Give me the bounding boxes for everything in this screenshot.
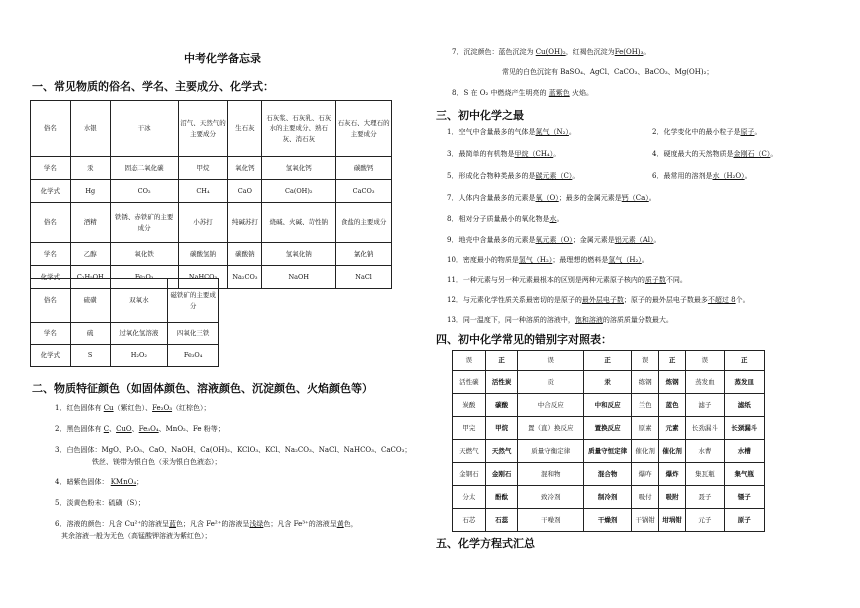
names-table-cell: Hg [70, 180, 110, 203]
typo-table-cell: 甲完 [453, 417, 486, 440]
typo-table-cell: 石芯 [453, 509, 486, 532]
section-1-heading: 一、常见物质的俗名、学名、主要成分、化学式： [32, 80, 274, 93]
section-2-heading: 二、物质特征颜色（如固体颜色、溶液颜色、沉淀颜色、火焰颜色等） [32, 382, 373, 395]
typo-table-cell: 干噪剂 [518, 509, 584, 532]
typo-table-cell: 汞 [584, 371, 632, 394]
typo-table-cell: 金钢石 [453, 463, 486, 486]
names-table-cell: 石灰石、大理石的主要成分 [336, 101, 392, 157]
typo-table-cell: 蒸发血 [686, 371, 724, 394]
names-table-extra-row [31, 323, 219, 345]
names-table-cell: 酒精 [70, 203, 110, 243]
names-table [30, 100, 392, 289]
names-table-cell: 小苏打 [178, 203, 228, 243]
typo-table-cell: 中合反应 [518, 394, 584, 417]
typo-table-cell: 爆咋 [632, 463, 659, 486]
superlative-item: 6．最常用的溶剂是水（H₂O）。 [652, 172, 752, 180]
typo-table-cell: 碳酸 [485, 394, 518, 417]
superlative-item: 11．一种元素与另一种元素最根本的区别是两种元素原子核内的质子数不同。 [447, 276, 687, 284]
typo-table-cell: 置（直）换反应 [518, 417, 584, 440]
names-table-extra [30, 278, 219, 367]
typo-table-cell: 甲烷 [485, 417, 518, 440]
names-table-cell: 干冰 [110, 101, 178, 157]
typo-table-header-cell: 误 [632, 351, 659, 371]
superlative-item: 8．相对分子质量最小的氧化物是水。 [447, 215, 564, 223]
superlative-item: 10．密度最小的物质是氢气（H₂）；最理想的燃料是氢气（H₂）。 [447, 256, 649, 264]
names-table-cell: C₂H₅OH [70, 266, 110, 289]
superlative-item: 12．与元素化学性质关系最密切的是原子的最外层电子数；原子的最外层电子数最多不超过 8个。 [447, 296, 750, 304]
color-line-3b: 铁丝、镁带为银白色（汞为银白色液态）； [92, 458, 222, 466]
typo-table-cell: 集瓦瓶 [686, 463, 724, 486]
names-table-cell: 学名 [31, 243, 71, 266]
section-4-heading: 四、初中化学常见的错别字对照表： [436, 333, 612, 346]
superlative-item: 1．空气中含量最多的气体是氮气（N₂）。 [447, 128, 576, 136]
typo-table-cell: 蒸发皿 [724, 371, 764, 394]
typo-table-cell: 中和反应 [584, 394, 632, 417]
names-table-cell: 俗名 [31, 203, 71, 243]
typo-table-cell: 长劲漏斗 [686, 417, 724, 440]
color-line-3: 3．白色固体：MgO、P₂O₅、CaO、NaOH、Ca(OH)₂、KClO₃、KCl、Na₂CO₃、NaCl、NaHCO₃、CaCO₃； [55, 446, 412, 454]
typo-table-header-cell: 正 [485, 351, 518, 371]
typo-table [452, 350, 765, 532]
typo-table-cell: 催化剂 [659, 440, 686, 463]
typo-table-header-cell: 误 [686, 351, 724, 371]
section-5-heading: 五、化学方程式汇总 [436, 537, 535, 550]
color-line-4: 4．暗紫色固体： KMnO₄； [55, 478, 144, 486]
color-line-5: 5．淡黄色粉末：硫磺（S）； [55, 499, 145, 507]
typo-table-cell: 滤子 [686, 394, 724, 417]
superlative-item: 7．人体内含量最多的元素是氧（O）；最多的金属元素是钙（Ca）。 [447, 194, 656, 202]
typo-table-cell: 吸付 [632, 486, 659, 509]
typo-table-cell: 原子 [724, 509, 764, 532]
color-line-6: 6．溶液的颜色：凡含 Cu²⁺的溶液呈蓝色；凡含 Fe²⁺的溶液呈浅绿色；凡含 Fe³⁺的溶液呈黄色， [55, 520, 358, 528]
typo-table-cell: 贡 [518, 371, 584, 394]
typo-table-cell: 蓝色 [659, 394, 686, 417]
names-table-cell: NaHCO₃ [178, 266, 228, 289]
typo-table-header-cell: 误 [453, 351, 486, 371]
names-table-row [31, 101, 392, 157]
color-line-8: 8．S 在 O₂ 中燃烧产生明亮的 蓝紫色 火焰。 [452, 89, 593, 97]
typo-table-cell: 干锅钳 [632, 509, 659, 532]
typo-table-cell: 分太 [453, 486, 486, 509]
typo-table-cell: 炭酸 [453, 394, 486, 417]
names-table-extra-cell: 过氧化氢溶液 [110, 323, 168, 345]
names-table-cell: 氢氧化钠 [262, 243, 336, 266]
color-line-7b: 常见的白色沉淀有 BaSO₄、AgCl、CaCO₃、BaCO₃、Mg(OH)₂； [502, 68, 714, 76]
names-table-extra-cell: 硫 [70, 323, 110, 345]
names-table-extra-cell: 四氧化三铁 [168, 323, 219, 345]
typo-table-cell: 天燃气 [453, 440, 486, 463]
names-table-cell: Ca(OH)₂ [262, 180, 336, 203]
names-table-cell: 沼气、天然气的主要成分 [178, 101, 228, 157]
typo-table-cell: 干燥剂 [584, 509, 632, 532]
typo-table-cell: 坩埚钳 [659, 509, 686, 532]
names-table-extra-cell: H₂O₂ [110, 345, 168, 367]
typo-table-row [453, 440, 765, 463]
color-line-7: 7．沉淀颜色：蓝色沉淀为 Cu(OH)₂，红褐色沉淀为Fe(OH)₃。 [452, 48, 651, 56]
color-line-2: 2．黑色固体有 C、CuO、Fe₃O₄、MnO₂、Fe 粉等； [55, 425, 225, 433]
typo-table-cell: 炼钢 [659, 371, 686, 394]
names-table-cell: NaCl [336, 266, 392, 289]
typo-table-cell: 水槽 [724, 440, 764, 463]
names-table-cell: 氯化钠 [336, 243, 392, 266]
names-table-cell: 石灰浆、石灰乳、石灰水的主要成分、熟石灰、消石灰 [262, 101, 336, 157]
typo-table-cell: 元子 [686, 509, 724, 532]
names-table-extra-row [31, 279, 219, 323]
typo-table-row [453, 486, 765, 509]
names-table-cell: 学名 [31, 157, 71, 180]
names-table-extra-cell: 俗名 [31, 279, 71, 323]
names-table-cell: 氧化铁 [110, 243, 178, 266]
names-table-cell: 氧化钙 [228, 157, 262, 180]
names-table-cell: CaO [228, 180, 262, 203]
typo-table-header-cell: 正 [659, 351, 686, 371]
names-table-cell: CH₄ [178, 180, 228, 203]
names-table-extra-cell: Fe₃O₄ [168, 345, 219, 367]
typo-table-cell: 元素 [659, 417, 686, 440]
typo-table-row [453, 463, 765, 486]
typo-table-cell: 吸附 [659, 486, 686, 509]
names-table-cell: 俗名 [31, 101, 71, 157]
typo-table-cell: 原素 [632, 417, 659, 440]
superlative-item: 13．同一温度下，同一种溶质的溶液中，饱和溶液的溶质质量分数最大。 [447, 316, 673, 324]
names-table-cell: 氢氧化钙 [262, 157, 336, 180]
typo-table-row [453, 394, 765, 417]
names-table-cell: 食盐的主要成分 [336, 203, 392, 243]
names-table-extra-row [31, 345, 219, 367]
typo-table-row [453, 371, 765, 394]
names-table-extra-cell: 双氧水 [110, 279, 168, 323]
names-table-row [31, 180, 392, 203]
superlative-item: 9．地壳中含量最多的元素是氧元素（O）；金属元素是铝元素（Al）。 [447, 236, 661, 244]
typo-table-cell: 天然气 [485, 440, 518, 463]
names-table-row [31, 157, 392, 180]
typo-table-header-cell: 正 [584, 351, 632, 371]
names-table-extra-cell: 学名 [31, 323, 71, 345]
names-table-cell: NaOH [262, 266, 336, 289]
names-table-cell: 烧碱、火碱、苛性钠 [262, 203, 336, 243]
names-table-cell: 固态二氧化碳 [110, 157, 178, 180]
superlative-item: 5．形成化合物种类最多的是碳元素（C）。 [447, 172, 580, 180]
typo-table-cell: 滤纸 [724, 394, 764, 417]
page-title: 中考化学备忘录 [184, 52, 261, 65]
names-table-cell: Fe₂O₃ [110, 266, 178, 289]
superlative-item: 3．最简单的有机物是甲烷（CH₄）。 [447, 150, 561, 158]
names-table-cell: 碳酸钙 [336, 157, 392, 180]
typo-table-cell: 质量守恒定律 [584, 440, 632, 463]
typo-table-cell: 兰色 [632, 394, 659, 417]
typo-table-header-cell: 正 [724, 351, 764, 371]
typo-table-cell: 聂子 [686, 486, 724, 509]
typo-table-cell: 水曹 [686, 440, 724, 463]
section-3-heading: 三、初中化学之最 [436, 109, 524, 122]
names-table-row [31, 203, 392, 243]
typo-table-cell: 石蕊 [485, 509, 518, 532]
typo-table-cell: 混和物 [518, 463, 584, 486]
color-line-1: 1．红色固体有 Cu（紫红色）、Fe₂O₃（红棕色）； [55, 404, 211, 412]
typo-table-cell: 混合物 [584, 463, 632, 486]
names-table-extra-cell: S [70, 345, 110, 367]
typo-table-cell: 镊子 [724, 486, 764, 509]
names-table-cell: 碳酸氢钠 [178, 243, 228, 266]
typo-table-header-cell: 误 [518, 351, 584, 371]
superlative-item: 4．硬度最大的天然物质是金刚石（C）。 [652, 150, 778, 158]
superlative-item: 2．化学变化中的最小粒子是原子。 [652, 128, 762, 136]
names-table-cell: 生石灰 [228, 101, 262, 157]
typo-table-cell: 酚酞 [485, 486, 518, 509]
typo-table-header [453, 351, 765, 371]
names-table-cell: 纯碱苏打 [228, 203, 262, 243]
names-table-extra-cell: 磁铁矿的主要成分 [168, 279, 219, 323]
names-table-extra-cell: 化学式 [31, 345, 71, 367]
names-table-row [31, 243, 392, 266]
names-table-cell: 碳酸钠 [228, 243, 262, 266]
typo-table-cell: 制冷剂 [584, 486, 632, 509]
names-table-cell: Na₂CO₃ [228, 266, 262, 289]
typo-table-row [453, 417, 765, 440]
color-line-6b: 其余溶液一般为无色（高锰酸钾溶液为紫红色）； [61, 532, 212, 540]
typo-table-cell: 集气瓶 [724, 463, 764, 486]
names-table-cell: CaCO₃ [336, 180, 392, 203]
names-table-cell: 乙醇 [70, 243, 110, 266]
typo-table-row [453, 509, 765, 532]
names-table-cell: 水银 [70, 101, 110, 157]
typo-table-cell: 催化剂 [632, 440, 659, 463]
names-table-cell: CO₂ [110, 180, 178, 203]
names-table-extra-cell: 硫磺 [70, 279, 110, 323]
names-table-cell: 铁锈、赤铁矿的主要成分 [110, 203, 178, 243]
typo-table-cell: 长颈漏斗 [724, 417, 764, 440]
typo-table-cell: 活性炭 [485, 371, 518, 394]
names-table-cell: 甲烷 [178, 157, 228, 180]
typo-table-cell: 活性碳 [453, 371, 486, 394]
typo-table-cell: 爆炸 [659, 463, 686, 486]
typo-table-cell: 质量守衡定律 [518, 440, 584, 463]
names-table-cell: 汞 [70, 157, 110, 180]
typo-table-cell: 金刚石 [485, 463, 518, 486]
typo-table-cell: 练钢 [632, 371, 659, 394]
names-table-cell: 化学式 [31, 180, 71, 203]
typo-table-cell: 置换反应 [584, 417, 632, 440]
names-table-cell: 化学式 [31, 266, 71, 289]
typo-table-cell: 致冷剂 [518, 486, 584, 509]
